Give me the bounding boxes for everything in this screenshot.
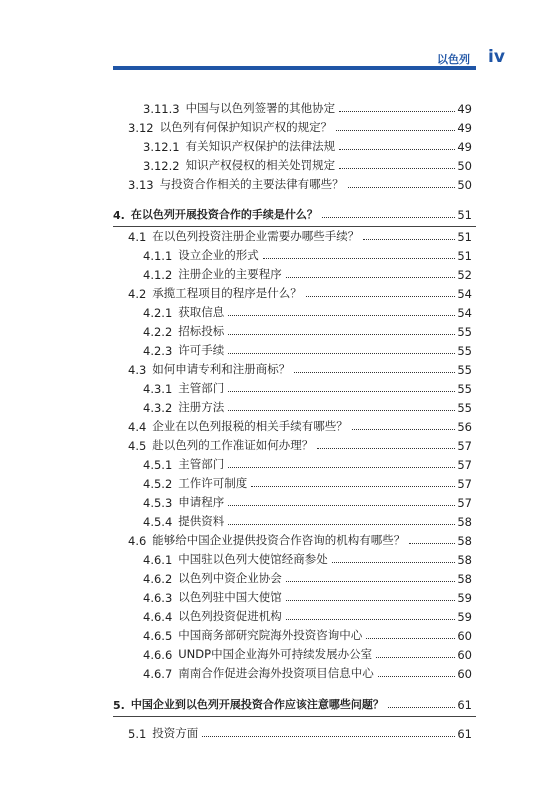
toc-entry-title: 企业在以色列报税的相关手续有哪些？ <box>152 419 348 433</box>
toc-entry-page: 51 <box>457 230 472 244</box>
toc-entry-number: 5. <box>113 699 125 712</box>
toc-entry-page: 51 <box>457 249 472 263</box>
toc-entry-page: 51 <box>457 208 472 222</box>
toc-entry-page: 57 <box>457 458 472 472</box>
toc-entry-title: 以色列有何保护知识产权的规定？ <box>159 120 333 134</box>
toc-entry-title: 在以色列投资注册企业需要办哪些手续？ <box>152 229 360 243</box>
toc-entry-number: 3.12.2 <box>143 159 180 173</box>
toc-entry-number: 4.2 <box>128 287 147 301</box>
toc-entry-page: 59 <box>457 610 472 624</box>
toc-entry-number: 4.3.2 <box>143 401 173 415</box>
toc-entry[interactable] <box>143 662 472 681</box>
toc-entry-title: 申请程序 <box>178 495 225 509</box>
toc-entry-page: 61 <box>457 727 472 741</box>
toc-entry-number: 4.5.1 <box>143 458 173 472</box>
toc-entry[interactable] <box>143 586 472 605</box>
toc-entry-page: 55 <box>457 401 472 415</box>
toc-dot-leader <box>228 410 455 411</box>
chapter-divider <box>113 716 476 717</box>
toc-entry-title: 能够给中国企业提供投资合作咨询的机构有哪些？ <box>152 533 406 547</box>
toc-dot-leader <box>202 736 455 737</box>
toc-entry[interactable] <box>143 377 472 396</box>
toc-dot-leader <box>378 676 456 677</box>
toc-entry[interactable] <box>143 244 472 263</box>
toc-entry-title: 许可手续 <box>178 343 225 357</box>
toc-entry-number: 4.2.3 <box>143 344 173 358</box>
toc-entry-number: 4.6.1 <box>143 553 173 567</box>
toc-dot-leader <box>306 296 456 297</box>
toc-dot-leader <box>294 372 455 373</box>
toc-entry-title: 注册企业的主要程序 <box>178 267 282 281</box>
toc-entry[interactable] <box>143 548 472 567</box>
toc-entry[interactable] <box>128 282 472 301</box>
toc-dot-leader <box>348 187 456 188</box>
toc-entry-title: 工作许可制度 <box>178 476 248 490</box>
toc-entry-number: 4.6.7 <box>143 667 173 681</box>
toc-dot-leader <box>228 315 455 316</box>
toc-entry-number: 4.1.2 <box>143 268 173 282</box>
toc-entry[interactable] <box>128 225 472 244</box>
toc-entry[interactable] <box>128 415 472 434</box>
toc-entry[interactable] <box>143 510 472 529</box>
toc-entry[interactable] <box>143 97 472 116</box>
toc-entry-title: 在以色列开展投资合作的手续是什么？ <box>130 208 318 221</box>
toc-entry-page: 60 <box>457 667 472 681</box>
toc-entry-title: 主管部门 <box>178 381 225 395</box>
toc-entry-number: 4.4 <box>128 420 147 434</box>
toc-entry-page: 61 <box>457 698 472 712</box>
toc-entry-page: 56 <box>457 420 472 434</box>
toc-entry-number: 5.1 <box>128 727 147 741</box>
toc-entry-title: 如何申请专利和注册商标？ <box>152 362 291 376</box>
toc-entry-number: 4.2.2 <box>143 325 173 339</box>
header-rule <box>113 66 476 70</box>
toc-entry-page: 55 <box>457 363 472 377</box>
toc-entry-title: 有关知识产权保护的法律法规 <box>185 139 336 153</box>
toc-entry[interactable] <box>143 135 472 154</box>
toc-entry[interactable] <box>113 203 472 222</box>
toc-entry-page: 58 <box>457 515 472 529</box>
toc-entry[interactable] <box>143 154 472 173</box>
toc-entry-title: 知识产权侵权的相关处罚规定 <box>185 158 336 172</box>
toc-entry-title: 提供资料 <box>178 514 225 528</box>
toc-entry-title: 赴以色列的工作准证如何办理？ <box>152 438 314 452</box>
toc-dot-leader <box>376 657 455 658</box>
toc-entry-title: 以色列中资企业协会 <box>178 571 282 585</box>
toc-entry-page: 49 <box>457 121 472 135</box>
toc-entry[interactable] <box>143 453 472 472</box>
toc-entry-title: 获取信息 <box>178 305 225 319</box>
toc-entry[interactable] <box>143 491 472 510</box>
toc-entry-title: UNDP中国企业海外可持续发展办公室 <box>178 647 373 661</box>
toc-entry-title: 招标投标 <box>178 324 225 338</box>
toc-dot-leader <box>228 505 455 506</box>
toc-entry-page: 58 <box>457 553 472 567</box>
toc-entry-page: 60 <box>457 629 472 643</box>
toc-entry-page: 57 <box>457 477 472 491</box>
toc-dot-leader <box>251 486 455 487</box>
toc-entry-page: 54 <box>457 287 472 301</box>
toc-entry[interactable] <box>143 301 472 320</box>
toc-entry-title: 与投资合作相关的主要法律有哪些？ <box>159 177 344 191</box>
toc-entry-number: 4.6 <box>128 534 147 548</box>
toc-entry-number: 4.2.1 <box>143 306 173 320</box>
toc-dot-leader <box>286 581 456 582</box>
toc-entry-title: 投资方面 <box>152 726 199 740</box>
page-number: iv <box>488 47 505 67</box>
toc-entry[interactable] <box>143 605 472 624</box>
toc-dot-leader <box>339 149 455 150</box>
toc-entry-page: 54 <box>457 306 472 320</box>
toc-entry-page: 57 <box>457 439 472 453</box>
toc-dot-leader <box>352 429 456 430</box>
toc-entry-page: 60 <box>457 648 472 662</box>
toc-dot-leader <box>336 130 455 131</box>
toc-entry-number: 4.3.1 <box>143 382 173 396</box>
toc-entry[interactable] <box>143 643 472 662</box>
header-section-label: 以色列 <box>437 53 470 66</box>
toc-entry[interactable] <box>128 529 472 548</box>
toc-entry-number: 4.6.3 <box>143 591 173 605</box>
toc-dot-leader <box>363 239 455 240</box>
toc-entry-page: 52 <box>457 268 472 282</box>
toc-dot-leader <box>286 619 456 620</box>
toc-dot-leader <box>228 524 455 525</box>
toc-entry-number: 4.6.6 <box>143 648 173 662</box>
toc-entry[interactable] <box>128 434 472 453</box>
toc-entry-page: 49 <box>457 102 472 116</box>
toc-entry-title: 承揽工程项目的程序是什么？ <box>152 286 302 300</box>
toc-dot-leader <box>228 334 455 335</box>
toc-entry[interactable] <box>128 722 472 741</box>
toc-entry-page: 55 <box>457 382 472 396</box>
toc-entry-title: 中国企业到以色列开展投资合作应该注意哪些问题？ <box>130 698 384 711</box>
toc-dot-leader <box>388 707 456 708</box>
toc-entry[interactable] <box>143 472 472 491</box>
toc-entry-number: 3.12.1 <box>143 140 180 154</box>
toc-entry-number: 4.5.3 <box>143 496 173 510</box>
toc-dot-leader <box>228 467 455 468</box>
toc-dot-leader <box>286 600 456 601</box>
toc-entry-page: 50 <box>457 159 472 173</box>
toc-entry-title: 南南合作促进会海外投资项目信息中心 <box>178 666 374 680</box>
toc-entry-number: 3.13 <box>128 178 154 192</box>
toc-entry[interactable] <box>143 320 472 339</box>
toc-entry[interactable] <box>113 693 472 712</box>
toc-dot-leader <box>228 391 455 392</box>
toc-entry-number: 3.12 <box>128 121 154 135</box>
toc-entry-title: 主管部门 <box>178 457 225 471</box>
toc-dot-leader <box>228 353 455 354</box>
toc-entry-number: 4.6.2 <box>143 572 173 586</box>
toc-entry-number: 4.1 <box>128 230 147 244</box>
toc-entry-number: 4.6.4 <box>143 610 173 624</box>
toc-entry-title: 以色列驻中国大使馆 <box>178 590 282 604</box>
toc-entry[interactable] <box>143 339 472 358</box>
toc-dot-leader <box>339 168 455 169</box>
toc-entry-page: 57 <box>457 496 472 510</box>
toc-entry-number: 4.1.1 <box>143 249 173 263</box>
toc-entry-page: 55 <box>457 344 472 358</box>
toc-entry-number: 4.5.2 <box>143 477 173 491</box>
toc-entry[interactable] <box>143 567 472 586</box>
toc-entry-title: 注册方法 <box>178 400 225 414</box>
toc-dot-leader <box>322 217 456 218</box>
toc-entry[interactable] <box>143 396 472 415</box>
toc-dot-leader <box>286 277 456 278</box>
toc-entry[interactable] <box>128 173 472 192</box>
toc-dot-leader <box>339 111 455 112</box>
toc-entry-title: 中国驻以色列大使馆经商参处 <box>178 552 328 566</box>
toc-entry-page: 58 <box>457 534 472 548</box>
toc-entry-page: 49 <box>457 140 472 154</box>
toc-entry-page: 58 <box>457 572 472 586</box>
toc-entry-title: 中国商务部研究院海外投资咨询中心 <box>178 628 363 642</box>
toc-entry-number: 4.6.5 <box>143 629 173 643</box>
toc-entry-number: 4.5.4 <box>143 515 173 529</box>
toc-dot-leader <box>366 638 455 639</box>
toc-dot-leader <box>332 562 456 563</box>
toc-entry[interactable] <box>128 116 472 135</box>
toc-entry-page: 59 <box>457 591 472 605</box>
toc-entry-number: 4. <box>113 209 125 222</box>
toc-entry-title: 中国与以色列签署的其他协定 <box>185 101 336 115</box>
toc-entry-page: 55 <box>457 325 472 339</box>
toc-entry-number: 4.5 <box>128 439 147 453</box>
toc-entry[interactable] <box>128 358 472 377</box>
toc-entry-title: 设立企业的形式 <box>178 248 259 262</box>
toc-dot-leader <box>317 448 455 449</box>
toc-entry[interactable] <box>143 624 472 643</box>
toc-entry[interactable] <box>143 263 472 282</box>
toc-entry-number: 4.3 <box>128 363 147 377</box>
toc-entry-number: 3.11.3 <box>143 102 180 116</box>
toc-entry-title: 以色列投资促进机构 <box>178 609 282 623</box>
toc-dot-leader <box>409 543 455 544</box>
toc-entry-page: 50 <box>457 178 472 192</box>
toc-dot-leader <box>263 258 456 259</box>
